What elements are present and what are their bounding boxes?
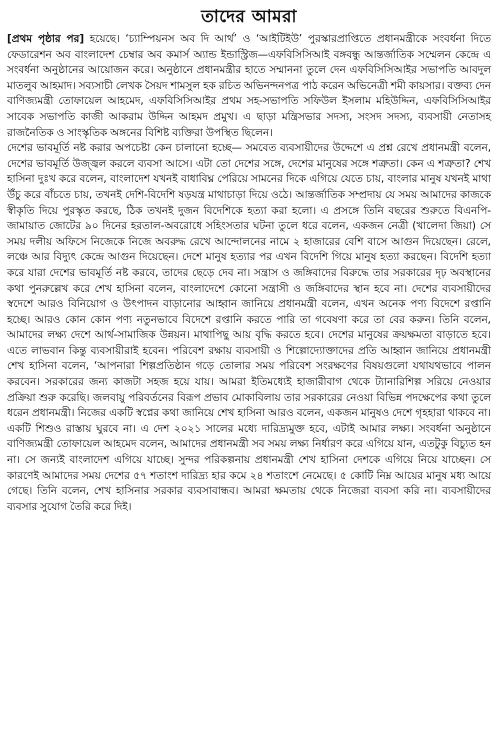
article-headline: তাদের আমরা [201,7,297,27]
article-paragraph-2: দেশের ভাবমূর্তি নষ্ট করার অপচেষ্টা কেন চালানো হচ্ছে— সমবেত ব্যবসায়ীদের উদ্দেশে এ প্রশ্ন রেখে প্রধানমন্ত্রী বলেন, দেশের ভাবমূর্তি উজ্জ্বল করলে ব্যবসা আসে। এটা তো দেশের সঙ্গে, দেশের মানুষের সঙ্গে শত্রুতা। কেন এ শত্রুতা? শেখ হাসিনা দুঃখ করে বলেন, বাংলাদেশ যখনই বাধাবিঘ্ন পেরিয়ে সামনের দিকে এগিয়ে যেতে চায়, বাংলার মানুষ যখনই মাথা উঁচু করে বাঁচতে চায়, তখনই দেশি-বিদেশি ষড়যন্ত্র মাথাচাড়া দিয়ে ওঠে। আন্তর্জাতিক সম্প্রদায় যে সময় আমাদের কাজকে স্বীকৃতি দিয়ে পুরস্কৃত করছে, ঠিক তখনই দুজন বিদেশিকে হত্যা করা হলো। এ প্রসঙ্গে তিনি বছরের শুরুতে বিএনপি-জামায়াত জোটের ৯০ দিনের হরতাল-অবরোধে সহিংসতার ঘটনা তুলে ধরে বলেন, একজন নেত্রী (খালেদা জিয়া) সে সময় দলীয় অফিসে নিজেকে নিজে অবরুদ্ধ রেখে আন্দোলনের নামে ২ হাজারের বেশি বাসে আগুন দিয়েছেন। রেলে, লঞ্চে আর বিদ্যুৎ কেন্দ্রে আগুন দিয়েছেন। দেশে মানুষ হত্যার পর এখন বিদেশি গিয়ে মানুষ হত্যা করছেন। বিদেশি হত্যা করে যারা দেশের ভাবমূর্তি নষ্ট করবে, তাদের ছেড়ে দেব না। সন্ত্রাস ও জঙ্গিবাদের বিরুদ্ধে তার সরকারের দৃঢ় অবস্থানের কথা পুনরুল্লেখ করে শেখ হাসিনা বলেন, বাংলাদেশে কোনো সন্ত্রাসী ও জঙ্গিবাদের স্থান হবে না। দেশের ব্যবসায়ীদের স্বদেশে আরও বিনিয়োগ ও উৎপাদন বাড়ানোর আহ্বান জানিয়ে প্রধানমন্ত্রী বলেন, এখন অনেক পণ্য বিদেশে রপ্তানি হচ্ছে। আরও কোন কোন পণ্য নতুনভাবে বিদেশে রপ্তানি করতে পারি তা গবেষণা করে তা বের করুন। তিনি বলেন, আমাদের লক্ষ্য দেশে আর্থ-সামাজিক উন্নয়ন। মাথাপিছু আয় বৃদ্ধি করতে হবে। দেশের মানুষের ক্রয়ক্ষমতা বাড়াতে হবে। এতে লাভবান কিন্তু ব্যবসায়ীরাই হবেন। পরিবেশ রক্ষায় ব্যবসায়ী ও শিল্পোদ্যোক্তাদের প্রতি আহ্বান জানিয়ে প্রধানমন্ত্রী শেখ হাসিনা বলেন, ‘আপনারা শিল্পপ্রতিষ্ঠান গড়ে তোলার সময় পরিবেশ সংরক্ষণের বিষয়গুলো যথাযথভাবে পালন করবেন। সরকারের জন্য কাজটা সহজ হয়ে যায়। আমরা ইতিমধ্যেই হাজারীবাগ থেকে ট্যানারিশিল্প সরিয়ে নেওয়ার প্রক্রিয়া শুরু করেছি। জলবায়ু পরিবর্তনের বিরূপ প্রভাব মোকাবিলায় তার সরকারের নেওয়া বিভিন্ন পদক্ষেপের কথা তুলে ধরেন প্রধানমন্ত্রী। নিজের একটি স্বপ্নের কথা জানিয়ে শেখ হাসিনা আরও বলেন, একজন মানুষও দেশে গৃহহারা থাকবে না। একটি শিশুও রাস্তায় ঘুরবে না। এ দেশ ২০২১ সালের মধ্যে দারিদ্র্যমুক্ত হবে, এটাই আমার লক্ষ্য। সংবর্ধনা অনুষ্ঠানে বাণিজ্যমন্ত্রী তোফায়েল আহমেদ বলেন, আমাদের প্রধানমন্ত্রী সব সময় লক্ষ্য নির্ধারণ করে এগিয়ে যান, এতটুকু বিচ্যুত হন না। সে জন্যই বাংলাদেশ এগিয়ে যাচ্ছে। সুন্দর পরিকল্পনায় প্রধানমন্ত্রী শেখ হাসিনা দেশকে এগিয়ে নিয়ে যাচ্ছেন। সে কারণেই আমাদের সময় দেশের ৫৭ শতাংশ দারিদ্র্য হার কমে ২৪ শতাংশে নেমেছে। ৫ কোটি নিম্ন আয়ের মানুষ মধ্য আয়ে গেছে। তিনি বলেন, শেখ হাসিনার সরকার ব্যবসাবান্ধব। আমরা ক্ষমতায় থেকে নিজেরা ব্যবসা করি না। ব্যবসায়ীদের ব্যবসার সুযোগ তৈরি করে দিই। [7,142,491,513]
paragraph-text: হয়েছে। ‘চ্যাম্পিয়নস অব দি আর্থ’ ও ‘আইটিইউ’ পুরস্কারপ্রাপ্তিতে প্রধানমন্ত্রীকে সংবর্ধনা দিতে ফেডারেশন অব বাংলাদেশ চেম্বার অব কমার্স অ্যান্ড ইন্ডাস্ট্রিজ—এফবিসিসিআই বঙ্গবন্ধু আন্তর্জাতিক সম্মেলন কেন্দ্রে এ সংবর্ধনা অনুষ্ঠানের আয়োজন করে। অনুষ্ঠানে প্রধানমন্ত্রীর হাতে সম্মাননা তুলে দেন এফবিসিসিআইর সভাপতি আবদুল মাতলুব আহমাদ। সব্যসাচী লেখক সৈয়দ শামসুল হক রচিত অভিনন্দনপত্র পাঠ করেন অভিনেত্রী শমী কায়সার। বক্তব্য দেন বাণিজ্যমন্ত্রী তোফায়েল আহমেদ, এফবিসিসিআইর প্রথম সহ-সভাপতি সফিউল ইসলাম মহিউদ্দিন, এফবিসিসিআইর সাবেক সভাপতি কাজী আকরাম উদ্দিন আহমদ প্রমুখ। এ ছাড়া মন্ত্রিসভার সদস্য, সংসদ সদস্য, ব্যবসায়ী নেতাসহ রাজনৈতিক ও সাংস্কৃতিক অঙ্গনের বিশিষ্ট ব্যক্তিরা উপস্থিত ছিলেন। [7,33,491,139]
article-paragraph-1 [7,32,491,141]
page-bottom-edge [0,748,498,756]
continued-from-front-page-tag: [প্রথম পৃষ্ঠার পর] [7,33,85,45]
